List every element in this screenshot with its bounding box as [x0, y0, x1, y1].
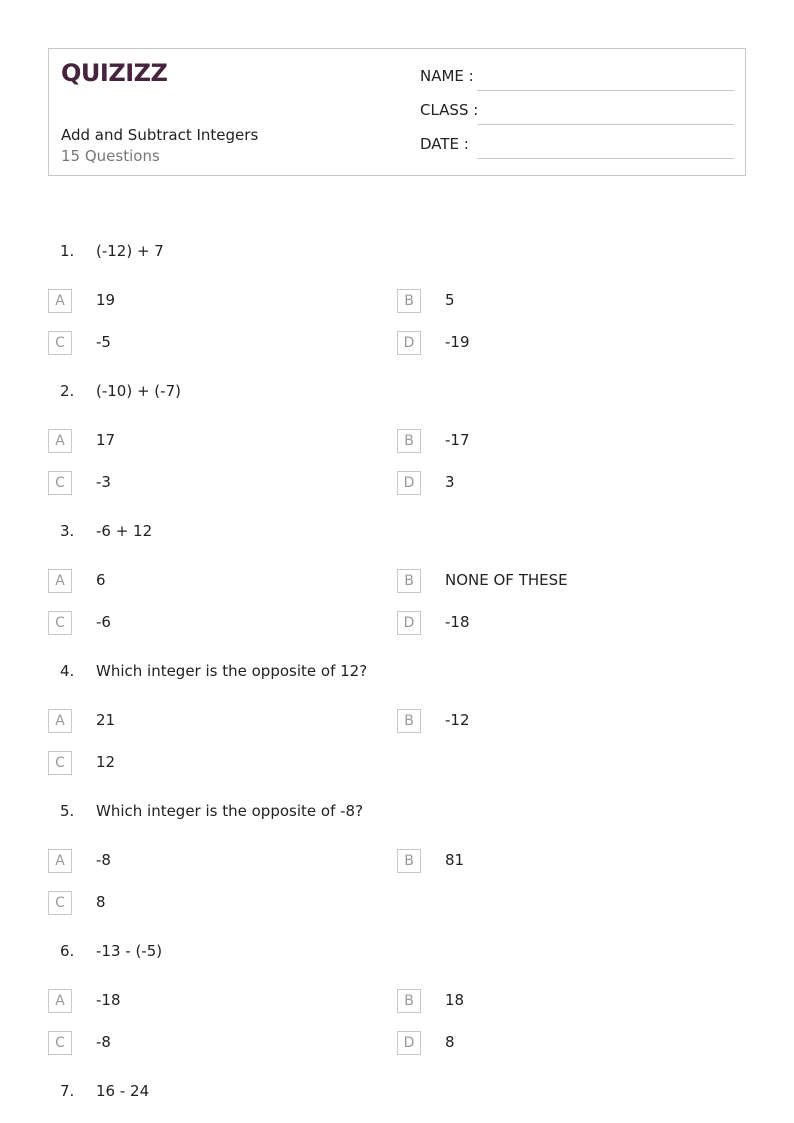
question-7	[0, 1082, 794, 1104]
option-text: -8	[96, 851, 111, 869]
option-text: 19	[96, 291, 116, 309]
class-field[interactable]	[420, 99, 734, 125]
option-text: 81	[445, 851, 465, 869]
option-letter-box: B	[397, 849, 421, 873]
option-text: 3	[445, 473, 455, 491]
q5-option-c[interactable]	[48, 891, 348, 915]
question-text: Which integer is the opposite of -8?	[96, 802, 364, 820]
option-text: 8	[96, 893, 106, 911]
q1-option-d[interactable]	[397, 331, 697, 355]
option-letter-box: A	[48, 569, 72, 593]
question-text: Which integer is the opposite of 12?	[96, 662, 368, 680]
q4-option-a[interactable]	[48, 709, 348, 733]
option-letter-box: A	[48, 989, 72, 1013]
q6-option-b[interactable]	[397, 989, 697, 1013]
name-field[interactable]	[420, 65, 734, 91]
option-letter-box: C	[48, 891, 72, 915]
question-text: (-10) + (-7)	[96, 382, 181, 400]
q1-option-c[interactable]	[48, 331, 348, 355]
q4-option-c[interactable]	[48, 751, 348, 775]
option-letter-box: B	[397, 569, 421, 593]
class-line[interactable]	[477, 124, 734, 125]
option-letter-box: D	[397, 471, 421, 495]
option-letter-box: B	[397, 289, 421, 313]
question-number: 3.	[60, 522, 75, 540]
class-label: CLASS :	[420, 101, 479, 119]
option-text: 6	[96, 571, 106, 589]
option-text: 17	[96, 431, 116, 449]
option-letter-box: A	[48, 429, 72, 453]
option-text: -18	[445, 613, 470, 631]
quizizz-logo: QUIZIZZ	[61, 59, 168, 87]
q3-option-a[interactable]	[48, 569, 348, 593]
option-letter-box: C	[48, 471, 72, 495]
option-text: -12	[445, 711, 470, 729]
q2-option-c[interactable]	[48, 471, 348, 495]
option-letter-box: A	[48, 849, 72, 873]
q3-option-c[interactable]	[48, 611, 348, 635]
question-4	[0, 662, 794, 684]
q5-option-b[interactable]	[397, 849, 697, 873]
date-label: DATE :	[420, 135, 469, 153]
option-text: -17	[445, 431, 470, 449]
option-text: -5	[96, 333, 111, 351]
date-line[interactable]	[477, 158, 734, 159]
option-letter-box: A	[48, 289, 72, 313]
question-5	[0, 802, 794, 824]
option-text: -8	[96, 1033, 111, 1051]
option-letter-box: C	[48, 751, 72, 775]
question-1	[0, 242, 794, 264]
option-text: NONE OF THESE	[445, 571, 568, 589]
date-field[interactable]	[420, 133, 734, 159]
q5-option-a[interactable]	[48, 849, 348, 873]
name-line[interactable]	[477, 90, 734, 91]
q3-option-d[interactable]	[397, 611, 697, 635]
q3-option-b[interactable]	[397, 569, 697, 593]
q6-option-d[interactable]	[397, 1031, 697, 1055]
q6-option-a[interactable]	[48, 989, 348, 1013]
option-text: -3	[96, 473, 111, 491]
question-number: 2.	[60, 382, 75, 400]
question-text: 16 - 24	[96, 1082, 150, 1100]
option-letter-box: A	[48, 709, 72, 733]
question-3	[0, 522, 794, 544]
question-number: 7.	[60, 1082, 75, 1100]
option-text: 8	[445, 1033, 455, 1051]
option-letter-box: C	[48, 331, 72, 355]
option-text: -6	[96, 613, 111, 631]
question-number: 5.	[60, 802, 75, 820]
question-2	[0, 382, 794, 404]
question-number: 6.	[60, 942, 75, 960]
option-text: 21	[96, 711, 116, 729]
q2-option-b[interactable]	[397, 429, 697, 453]
option-text: 5	[445, 291, 455, 309]
option-text: -19	[445, 333, 470, 351]
option-letter-box: B	[397, 429, 421, 453]
name-label: NAME :	[420, 67, 474, 85]
q6-option-c[interactable]	[48, 1031, 348, 1055]
q4-option-b[interactable]	[397, 709, 697, 733]
option-letter-box: C	[48, 611, 72, 635]
worksheet-title: Add and Subtract Integers	[61, 126, 259, 144]
option-letter-box: D	[397, 1031, 421, 1055]
question-count: 15 Questions	[61, 147, 160, 165]
worksheet-header	[48, 48, 746, 176]
question-text: -13 - (-5)	[96, 942, 163, 960]
option-letter-box: C	[48, 1031, 72, 1055]
question-text: -6 + 12	[96, 522, 153, 540]
option-text: 12	[96, 753, 116, 771]
option-letter-box: B	[397, 709, 421, 733]
question-number: 1.	[60, 242, 75, 260]
question-text: (-12) + 7	[96, 242, 164, 260]
question-6	[0, 942, 794, 964]
option-letter-box: D	[397, 331, 421, 355]
option-letter-box: B	[397, 989, 421, 1013]
q2-option-a[interactable]	[48, 429, 348, 453]
q1-option-a[interactable]	[48, 289, 348, 313]
option-text: -18	[96, 991, 121, 1009]
q2-option-d[interactable]	[397, 471, 697, 495]
option-text: 18	[445, 991, 465, 1009]
question-number: 4.	[60, 662, 75, 680]
option-letter-box: D	[397, 611, 421, 635]
q1-option-b[interactable]	[397, 289, 697, 313]
